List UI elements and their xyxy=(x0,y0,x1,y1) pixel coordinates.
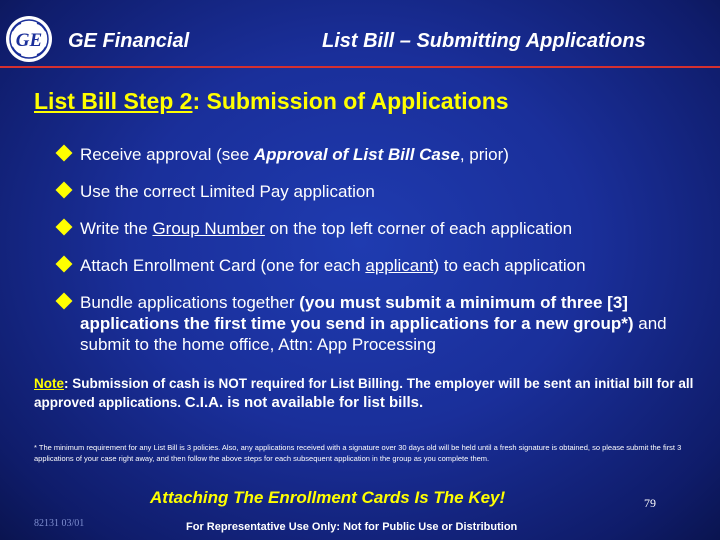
diamond-bullet-icon xyxy=(56,293,73,310)
bullet-emphasis: (you must submit a minimum of three [3] applications the first time you send in applications for a new group*) xyxy=(80,293,634,333)
header xyxy=(0,0,720,66)
bullet-text: Write the xyxy=(80,219,153,238)
tagline: Attaching The Enrollment Cards Is The Key! xyxy=(150,488,506,507)
note-label: Note xyxy=(34,376,64,391)
bullet-emphasis: Group Number xyxy=(152,219,265,238)
bullet-item xyxy=(56,144,706,165)
bullet-item xyxy=(56,292,706,355)
slide-title xyxy=(34,88,509,115)
note-emphasis: C.I.A. is not available for list bills. xyxy=(184,394,424,411)
diamond-bullet-icon xyxy=(56,256,73,273)
bullet-text: Bundle applications together xyxy=(80,293,300,312)
bullet-item xyxy=(56,181,706,202)
bullet-text: and submit to the home office, Attn: App Processing xyxy=(80,314,667,354)
disclaimer: For Representative Use Only: Not for Public Use or Distribution xyxy=(186,521,518,533)
slide-title-step: List Bill Step 2 xyxy=(34,88,193,114)
bullet-emphasis: Approval of List Bill Case xyxy=(253,145,460,164)
note xyxy=(34,374,706,412)
bullet-text: on the top left corner of each application xyxy=(264,219,573,238)
company-name: GE Financial xyxy=(68,30,190,52)
header-divider xyxy=(0,66,720,68)
bullet-list xyxy=(56,144,706,371)
bullet-text: Receive approval (see xyxy=(80,145,254,164)
diamond-bullet-icon xyxy=(56,182,73,199)
diamond-bullet-icon xyxy=(56,145,73,162)
bullet-text: ) to each application xyxy=(433,256,586,275)
footnote: * The minimum requirement for any List Bill is 3 policies. Also, any applications received with a signature over 30 days old will be held until a fresh signature is obtained, so please submit the first 3 applications of your case right away, and then follow the above steps for each subsequent application in the group as you complete them. xyxy=(34,443,682,463)
bullet-text: , prior) xyxy=(459,145,509,164)
note-text: : Submission of cash is NOT required for List Billing. The employer will be sent an initial bill for all approved applications. xyxy=(34,376,694,410)
diamond-bullet-icon xyxy=(56,219,73,236)
bullet-text: Attach Enrollment Card (one for each xyxy=(80,256,366,275)
page-number: 79 xyxy=(644,496,656,510)
bullet-emphasis: applicant xyxy=(365,256,434,275)
deck-title: List Bill – Submitting Applications xyxy=(322,30,646,52)
bullet-text: Use the correct Limited Pay application xyxy=(80,182,375,201)
document-code: 82131 03/01 xyxy=(34,518,85,529)
slide-title-rest: : Submission of Applications xyxy=(192,88,509,114)
ge-logo xyxy=(4,14,54,64)
bullet-item xyxy=(56,218,706,239)
bullet-item xyxy=(56,255,706,276)
ge-logo-text: GE xyxy=(15,30,43,51)
